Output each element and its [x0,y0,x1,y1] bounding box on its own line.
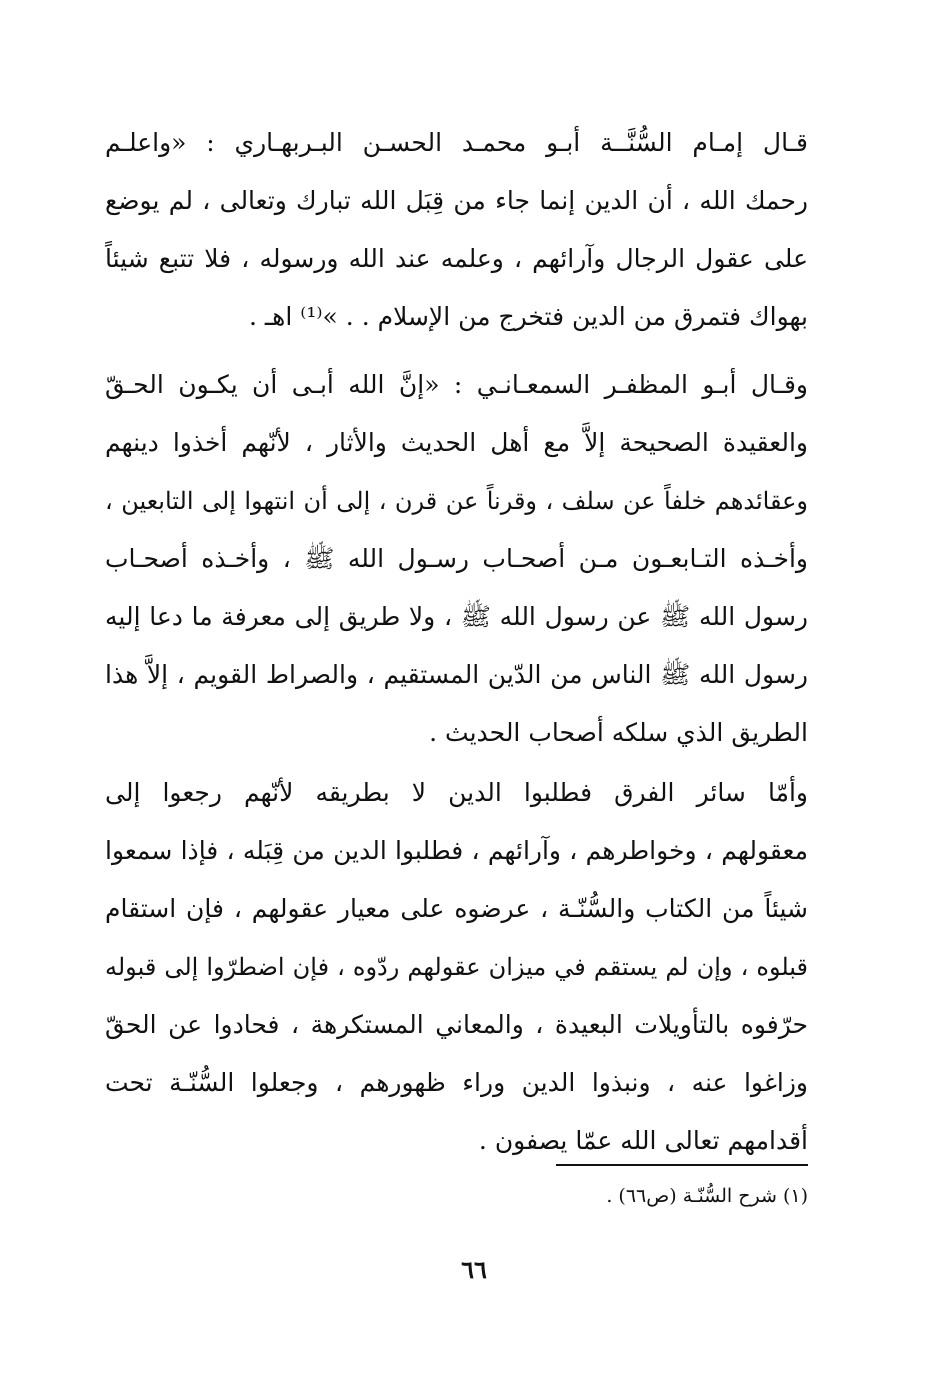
text-line: حرّفوه بالتأويلات البعيدة ، والمعاني المستكرهة ، فحادوا عن الحقّ [105,1010,808,1039]
footnote: (١) شرح السُّنّـة (ص٦٦) . [606,1185,808,1207]
text-line: وقـال أبـو المظفـر السمعـانـي : «إنَّ الله أبـى أن يكـون الحـقّ [105,370,808,399]
text-line: رسول الله ﷺ الناس من الدّين المستقيم ، والصراط القويم ، إلاَّ هذا [105,660,808,689]
text-line: وزاغوا عنه ، ونبذوا الدين وراء ظهورهم ، وجعلوا السُّنّـة تحت [105,1068,808,1097]
text-line: بهواك فتمرق من الدين فتخرج من الإسلام . . »⁽¹⁾ اهـ . [248,302,808,331]
text-line: قـال إمـام السُّنَّــة أبـو محمـد الحسـن البـربهـاري : «واعلـم [105,128,808,157]
text-line: الطريق الذي سلكه أصحاب الحديث . [429,718,808,747]
paragraph-barbahari-quote [105,114,808,346]
paragraph-other-sects [105,764,808,1170]
text-line: أقدامهم تعالى الله عمّا يصفون . [478,1126,808,1155]
text-line: معقولهم ، وخواطرهم ، وآرائهم ، فطلبوا الدين من قِبَله ، فإذا سمعوا [105,836,808,865]
text-line: قبلوه ، وإن لم يستقم في ميزان عقولهم ردّوه ، فإن اضطرّوا إلى قبوله [105,953,809,981]
text-line: وعقائدهم خلفاً عن سلف ، وقرناً عن قرن ، إلى أن انتهوا إلى التابعين ، [105,487,808,515]
text-line: على عقول الرجال وآرائهم ، وعلمه عند الله ورسوله ، فلا تتبع شيئاً [105,244,808,273]
text-line: والعقيدة الصحيحة إلاَّ مع أهل الحديث والأثار ، لأنّهم أخذوا دينهم [105,428,808,457]
text-line: وأخـذه التـابعـون مـن أصحـاب رسـول الله ﷺ ، وأخـذه أصحـاب [105,544,808,573]
paragraph-samani-quote [105,356,808,762]
footnote-divider [556,1164,808,1166]
text-line: شيئاً من الكتاب والسُّنّـة ، عرضوه على معيار عقولهم ، فإن استقام [105,894,808,923]
text-line: وأمّا سائر الفرق فطلبوا الدين لا بطريقه لأنّهم رجعوا إلى [105,778,808,807]
page-number: ٦٦ [461,1255,487,1284]
text-line: رسول الله ﷺ عن رسول الله ﷺ ، ولا طريق إلى معرفة ما دعا إليه [105,602,808,631]
text-line: رحمك الله ، أن الدين إنما جاء من قِبَل الله تبارك وتعالى ، لم يوضع [105,186,808,215]
